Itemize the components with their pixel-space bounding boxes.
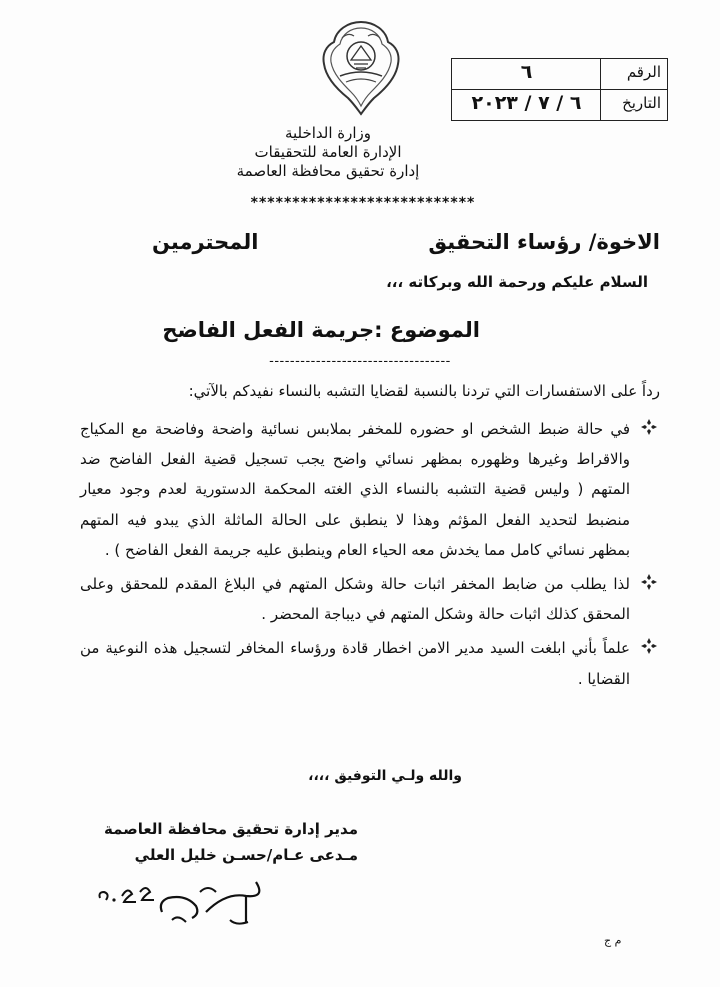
bullet-text: علماً بأني ابلغت السيد مدير الامن اخطار قادة ورؤساء المخافر لتسجيل هذه النوعية من القضايا .	[80, 639, 630, 688]
reference-date-label: التاريخ	[622, 94, 661, 112]
reference-number-row	[452, 59, 667, 90]
bullet-text: لذا يطلب من ضابط المخفر اثبات حالة وشكل المتهم في البلاغ المقدم للمحقق وعلى المحقق كذلك اثبات حالة وشكل المتهم في ديباجة المحضر .	[80, 575, 630, 624]
ministry-header	[228, 124, 428, 181]
reference-date-value: ٦ / ٧ / ٢٠٢٣	[471, 92, 582, 114]
department-name: إدارة تحقيق محافظة العاصمة	[236, 162, 420, 180]
closing-line: والله ولـي التوفيق ،،،،	[308, 768, 462, 784]
bullet-list	[80, 414, 660, 698]
signatory-title: مدير إدارة تحقيق محافظة العاصمة	[104, 820, 358, 838]
reference-separator	[600, 59, 602, 89]
subject-line: الموضوع :جريمة الفعل الفاضح	[162, 318, 480, 342]
addressee: الاخوة/ رؤساء التحقيق	[428, 230, 660, 254]
subject-underline: -----------------------------------	[269, 354, 451, 369]
list-item	[80, 569, 660, 629]
list-item	[80, 633, 660, 693]
reference-separator	[600, 90, 602, 121]
greeting: السلام عليكم ورحمة الله وبركاته ،،،	[386, 273, 648, 291]
reference-table	[451, 58, 668, 121]
honorific: المحترمين	[152, 230, 259, 254]
star-divider: ***************************	[250, 195, 476, 211]
intro-paragraph: رداً على الاستفسارات التي تردنا بالنسبة لقضايا التشبه بالنساء نفيدكم بالآتي:	[188, 382, 660, 400]
four-diamond-bullet-icon	[640, 573, 658, 591]
signatory-name: مـدعى عـام/حسـن خليل العلي	[134, 846, 358, 864]
state-emblem-icon	[318, 18, 404, 118]
handwritten-signature-icon	[96, 862, 276, 932]
reference-number-label: الرقم	[626, 63, 661, 81]
four-diamond-bullet-icon	[640, 418, 658, 436]
bullet-text: في حالة ضبط الشخص او حضوره للمخفر بملابس نسائية واضحة وفاضحة مع المكياج والاقراط وغيرها وظهوره بمظهر نسائي واضح يجب تسجيل قضية الفعل الفاضح ضد المتهم ( وليس قضية التشبه بالنساء الذي الغته المحكمة الدستورية لعدم وجود معيار منضبط لتحديد الفعل المؤثم وهذا لا ينطبق على الحالة الماثلة الذي يبدو فيه المتهم بمظهر نسائي كامل مما يخدش معه الحياء العام وينطبق عليه جريمة الفعل الفاضح ) .	[80, 420, 630, 559]
footer-initials: م ج	[604, 934, 622, 947]
ministry-name: وزارة الداخلية	[284, 124, 372, 142]
reference-number-value: ٦	[520, 61, 533, 83]
reference-date-row	[452, 90, 667, 121]
four-diamond-bullet-icon	[640, 637, 658, 655]
general-directorate-name: الإدارة العامة للتحقيقات	[254, 143, 402, 161]
list-item	[80, 414, 660, 565]
